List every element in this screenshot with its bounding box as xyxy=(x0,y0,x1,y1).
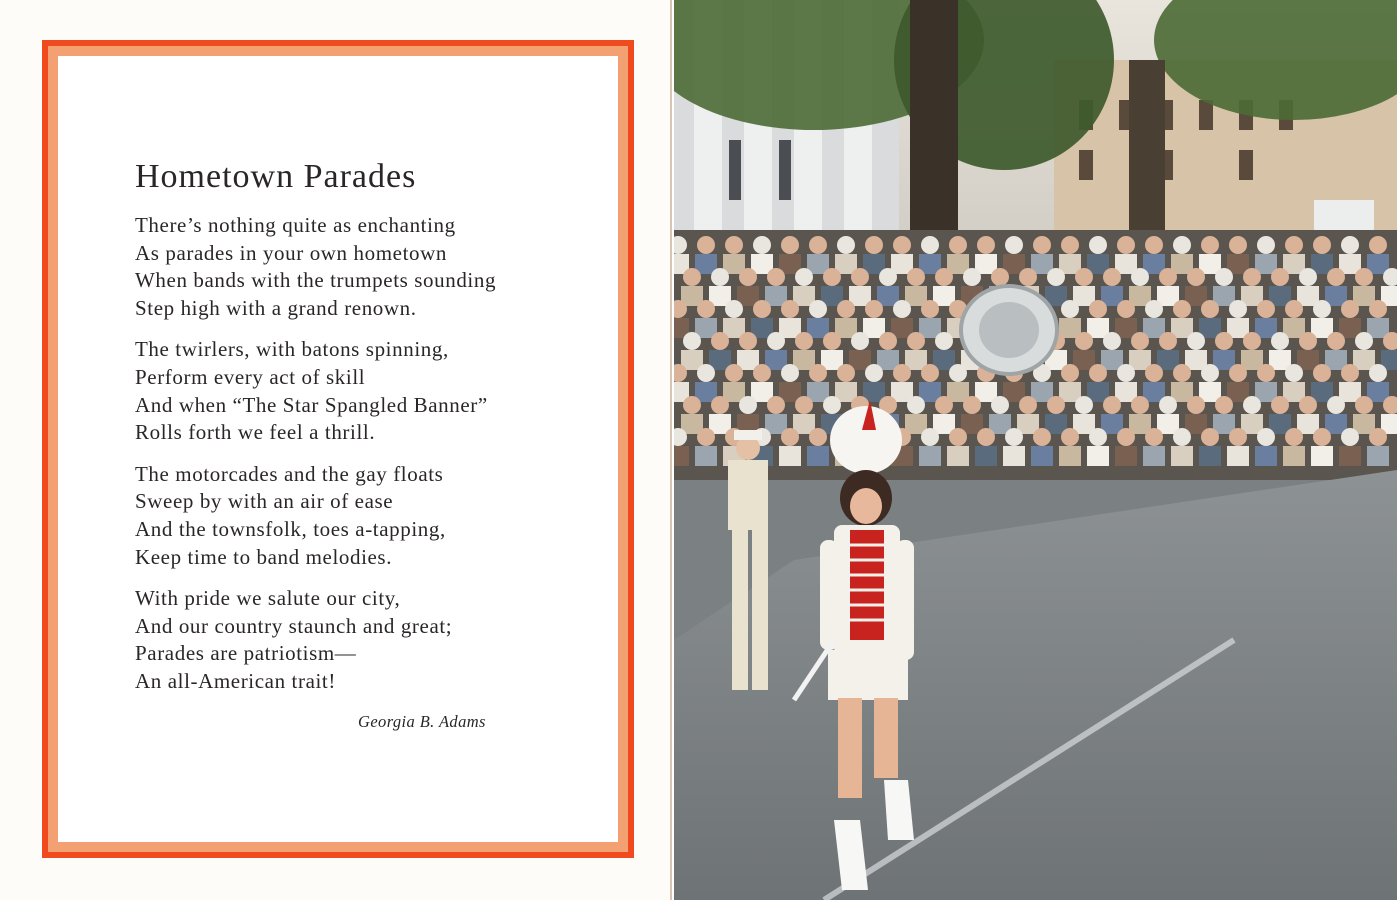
spectator-body xyxy=(674,446,689,466)
spectator-head xyxy=(1327,332,1345,350)
spectator-body xyxy=(1367,446,1389,466)
spectator-head xyxy=(1369,428,1387,446)
spectator-head xyxy=(725,364,743,382)
spectator-head xyxy=(1229,236,1247,254)
spectator-body xyxy=(779,446,801,466)
spectator-head xyxy=(837,300,855,318)
spectator-head xyxy=(1201,364,1219,382)
spectator-head xyxy=(1103,332,1121,350)
spectator-head xyxy=(1271,268,1289,286)
spectator-head xyxy=(1117,364,1135,382)
spectator-head xyxy=(1187,396,1205,414)
spectator-head xyxy=(893,364,911,382)
poem-line: Sweep by with an air of ease xyxy=(135,489,394,514)
spectator-head xyxy=(1075,268,1093,286)
spectator-head xyxy=(1201,428,1219,446)
spectator-head xyxy=(921,236,939,254)
spectator-head xyxy=(1257,300,1275,318)
spectator-head xyxy=(1131,332,1149,350)
poem-line: There’s nothing quite as enchanting xyxy=(135,213,456,237)
poem-line: As parades in your own hometown xyxy=(135,240,447,265)
parade-illustration xyxy=(674,0,1397,900)
spectator-head xyxy=(1341,364,1359,382)
spectator-head xyxy=(1285,300,1303,318)
stanza-1 xyxy=(135,212,595,322)
spectator-head xyxy=(1005,428,1023,446)
spectator-head xyxy=(697,300,715,318)
spectator-head xyxy=(725,300,743,318)
spectator-head xyxy=(1313,300,1331,318)
spectator-head xyxy=(1257,364,1275,382)
spectator-body xyxy=(1339,446,1361,466)
spectator-head xyxy=(935,268,953,286)
spectator-head xyxy=(963,268,981,286)
spectator-head xyxy=(1215,332,1233,350)
spectator-head xyxy=(1341,300,1359,318)
spectator-head xyxy=(1145,236,1163,254)
poem-line: And when “The Star Spangled Banner” xyxy=(135,392,488,417)
spectator-body xyxy=(1143,446,1165,466)
spectator-body xyxy=(975,446,997,466)
spectator-head xyxy=(753,364,771,382)
spectator-head xyxy=(781,300,799,318)
spectator-head xyxy=(1355,268,1373,286)
spectator-head xyxy=(851,332,869,350)
spectator-head xyxy=(907,268,925,286)
spectator-head xyxy=(963,396,981,414)
spectator-head xyxy=(837,364,855,382)
spectator-body xyxy=(1171,446,1193,466)
drum-major xyxy=(728,430,768,690)
spectator-head xyxy=(1243,268,1261,286)
spectator-head xyxy=(795,268,813,286)
spectator-head xyxy=(1103,396,1121,414)
spectator-head xyxy=(1201,236,1219,254)
spectator-head xyxy=(1341,236,1359,254)
poem-line: An all-American trait! xyxy=(135,668,336,693)
spectator-head xyxy=(739,396,757,414)
spectator-head xyxy=(1159,268,1177,286)
spectator-head xyxy=(1341,428,1359,446)
spectator-head xyxy=(1131,268,1149,286)
spectator-head xyxy=(1299,396,1317,414)
spectator-head xyxy=(697,364,715,382)
spectator-head xyxy=(935,332,953,350)
spectator-head xyxy=(991,268,1009,286)
poem-line: The motorcades and the gay floats xyxy=(135,461,444,486)
spectator-body xyxy=(919,446,941,466)
spectator-head xyxy=(683,268,701,286)
poem-page xyxy=(0,0,672,900)
spectator-head xyxy=(1355,396,1373,414)
spectator-head xyxy=(1159,332,1177,350)
spectator-head xyxy=(1145,428,1163,446)
spectator-head xyxy=(893,300,911,318)
spectator-head xyxy=(753,300,771,318)
spectator-head xyxy=(1271,396,1289,414)
spectator-head xyxy=(1173,364,1191,382)
spectator-head xyxy=(1019,396,1037,414)
spectator-head xyxy=(865,236,883,254)
poem-line: Keep time to band melodies. xyxy=(135,544,393,569)
spectator-head xyxy=(767,268,785,286)
spectator-head xyxy=(1173,428,1191,446)
spectator-head xyxy=(1229,300,1247,318)
spectator-body xyxy=(695,446,717,466)
spectator-head xyxy=(1089,300,1107,318)
spectator-head xyxy=(949,428,967,446)
spectator-head xyxy=(865,300,883,318)
spectator-head xyxy=(809,300,827,318)
spectator-head xyxy=(781,428,799,446)
spectator-head xyxy=(1047,268,1065,286)
spectator-head xyxy=(1061,236,1079,254)
spectator-head xyxy=(711,268,729,286)
spectator-head xyxy=(767,332,785,350)
spectator-head xyxy=(921,300,939,318)
spectator-head xyxy=(1075,396,1093,414)
spectator-body xyxy=(1199,446,1221,466)
spectator-head xyxy=(1145,300,1163,318)
stanza-3 xyxy=(135,461,595,571)
spectator-head xyxy=(1313,428,1331,446)
spectator-head xyxy=(823,268,841,286)
poem-line: And our country staunch and great; xyxy=(135,613,453,638)
spectator-head xyxy=(991,396,1009,414)
spectator-head xyxy=(935,396,953,414)
spectator-body xyxy=(1255,446,1277,466)
spectator-head xyxy=(697,236,715,254)
spectator-head xyxy=(795,396,813,414)
spectator-head xyxy=(1089,364,1107,382)
spectator-head xyxy=(1061,300,1079,318)
spectator-head xyxy=(977,428,995,446)
spectator-head xyxy=(711,332,729,350)
spectator-head xyxy=(837,236,855,254)
spectator-head xyxy=(1313,364,1331,382)
spectator-head xyxy=(683,332,701,350)
spectator-head xyxy=(1215,268,1233,286)
spectator-body xyxy=(1115,446,1137,466)
spectator-body xyxy=(1003,446,1025,466)
spectator-head xyxy=(1299,268,1317,286)
spectator-head xyxy=(683,396,701,414)
spectator-head xyxy=(893,236,911,254)
spectator-head xyxy=(1117,300,1135,318)
spectator-head xyxy=(1355,332,1373,350)
poem-line: Parades are patriotism— xyxy=(135,641,357,666)
spectator-head xyxy=(1187,332,1205,350)
spectator-head xyxy=(1369,236,1387,254)
spectator-head xyxy=(1215,396,1233,414)
spectator-head xyxy=(1229,428,1247,446)
sousaphone xyxy=(961,286,1057,374)
spectator-head xyxy=(1005,236,1023,254)
spectator-body xyxy=(807,446,829,466)
spectator-head xyxy=(1187,268,1205,286)
spectator-head xyxy=(1285,236,1303,254)
spectator-body xyxy=(1087,446,1109,466)
spectator-head xyxy=(1369,300,1387,318)
poem xyxy=(135,158,595,710)
spectator-head xyxy=(711,396,729,414)
poem-line: And the townsfolk, toes a-tapping, xyxy=(135,516,446,541)
spectator-head xyxy=(823,332,841,350)
poem-line: With pride we salute our city, xyxy=(135,586,401,611)
spectator-head xyxy=(879,268,897,286)
poem-line: Perform every act of skill xyxy=(135,364,366,389)
stanza-2 xyxy=(135,336,595,446)
spectator-head xyxy=(781,364,799,382)
spectator-head xyxy=(1145,364,1163,382)
spectator-head xyxy=(949,236,967,254)
spectator-head xyxy=(1047,396,1065,414)
spectator-body xyxy=(1283,446,1305,466)
spectator-head xyxy=(767,396,785,414)
spectator-head xyxy=(1285,428,1303,446)
spectator-head xyxy=(1159,396,1177,414)
spectator-head xyxy=(753,236,771,254)
spectator-head xyxy=(1173,300,1191,318)
spectator-head xyxy=(1327,396,1345,414)
spectator-head xyxy=(1201,300,1219,318)
spectator-body xyxy=(947,446,969,466)
spectator-head xyxy=(1257,428,1275,446)
spectator-head xyxy=(851,268,869,286)
spectator-head xyxy=(1229,364,1247,382)
spectator-head xyxy=(1089,236,1107,254)
spectator-head xyxy=(781,236,799,254)
spectator-head xyxy=(809,364,827,382)
spectator-head xyxy=(977,236,995,254)
spectator-head xyxy=(1299,332,1317,350)
spectator-head xyxy=(1271,332,1289,350)
stanza-4 xyxy=(135,585,595,695)
spectator-head xyxy=(1061,428,1079,446)
spectator-head xyxy=(1061,364,1079,382)
spectator-head xyxy=(1019,268,1037,286)
poem-line: When bands with the trumpets sounding xyxy=(135,268,497,293)
spectator-head xyxy=(1327,268,1345,286)
spectator-head xyxy=(809,236,827,254)
spectator-head xyxy=(725,236,743,254)
spectator-head xyxy=(1033,428,1051,446)
spectator-body xyxy=(1059,446,1081,466)
spectator-head xyxy=(921,428,939,446)
spectator-head xyxy=(907,332,925,350)
spectator-head xyxy=(1257,236,1275,254)
spectator-head xyxy=(1369,364,1387,382)
spectator-head xyxy=(809,428,827,446)
spectator-head xyxy=(949,364,967,382)
spectator-body xyxy=(1031,446,1053,466)
spectator-head xyxy=(1285,364,1303,382)
spectator-head xyxy=(1173,236,1191,254)
spectator-head xyxy=(795,332,813,350)
poem-line: Rolls forth we feel a thrill. xyxy=(135,420,376,445)
spectator-body xyxy=(1311,446,1333,466)
spectator-head xyxy=(1117,236,1135,254)
spectator-head xyxy=(823,396,841,414)
poem-line: Step high with a grand renown. xyxy=(135,295,417,320)
poem-title: Hometown Parades xyxy=(135,158,417,195)
spectator-head xyxy=(1243,332,1261,350)
poem-author: Georgia B. Adams xyxy=(358,712,486,731)
spectator-head xyxy=(921,364,939,382)
poem-line: The twirlers, with batons spinning, xyxy=(135,337,449,362)
spectator-head xyxy=(739,332,757,350)
spectator-head xyxy=(1033,236,1051,254)
spectator-head xyxy=(739,268,757,286)
spectator-head xyxy=(865,364,883,382)
spectator-head xyxy=(697,428,715,446)
spectator-head xyxy=(1103,268,1121,286)
spectator-head xyxy=(879,332,897,350)
spectator-head xyxy=(907,396,925,414)
spectator-head xyxy=(1313,236,1331,254)
spectator-head xyxy=(1075,332,1093,350)
spectator-head xyxy=(1131,396,1149,414)
spectator-head xyxy=(1117,428,1135,446)
spectator-body xyxy=(1227,446,1249,466)
parade-photo xyxy=(674,0,1397,900)
spectator-head xyxy=(1089,428,1107,446)
spectator-head xyxy=(1243,396,1261,414)
